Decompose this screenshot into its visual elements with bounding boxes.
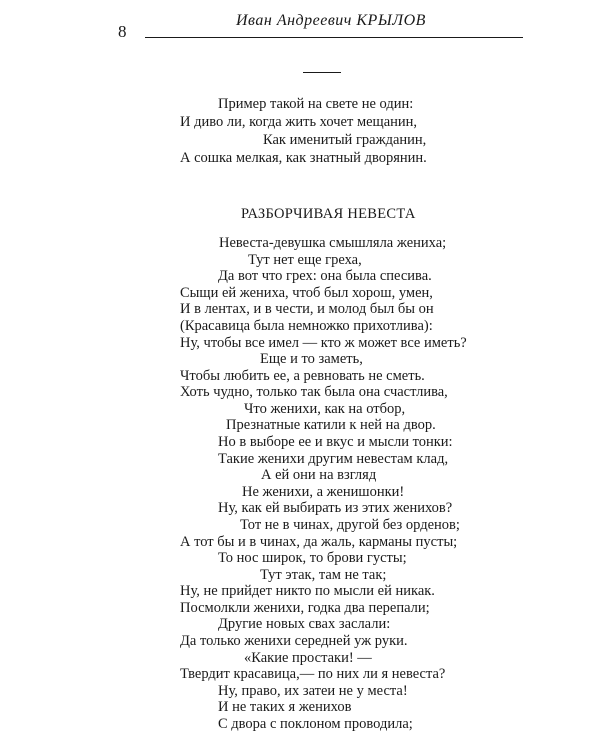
verse-line: А тот бы и в чинах, да жаль, карманы пусты; bbox=[180, 534, 458, 550]
verse-line: Такие женихи другим невестам клад, bbox=[218, 451, 449, 467]
verse-line: Презнатные катили к ней на двор. bbox=[226, 417, 436, 433]
verse-line: Тут нет еще греха, bbox=[248, 252, 362, 268]
verse-line: Что женихи, как на отбор, bbox=[244, 401, 406, 417]
running-head: Иван Андреевич КРЫЛОВ bbox=[236, 12, 426, 29]
verse-line: Да только женихи середней уж руки. bbox=[180, 633, 408, 649]
verse-line: Да вот что грех: она была спесива. bbox=[218, 268, 432, 284]
verse-line: И диво ли, когда жить хочет мещанин, bbox=[180, 114, 418, 130]
page-number: 8 bbox=[118, 22, 127, 41]
verse-line: Ну, чтобы все имел — кто ж может все иметь? bbox=[180, 335, 467, 351]
verse-line: Твердит красавица,— по них ли я невеста? bbox=[180, 666, 446, 682]
verse-line: А ей они на взгляд bbox=[261, 467, 377, 483]
verse-line: Другие новых свах заслали: bbox=[218, 616, 391, 632]
verse-line: Еще и то заметь, bbox=[260, 351, 363, 367]
header-rule bbox=[145, 37, 523, 38]
verse-line: (Красавица была немножко прихотлива): bbox=[180, 318, 433, 334]
verse-line: Не женихи, а женишонки! bbox=[242, 484, 405, 500]
verse-line: А сошка мелкая, как знатный дворянин. bbox=[180, 150, 427, 166]
verse-line: Тут этак, там не так; bbox=[260, 567, 387, 583]
verse-line: Сыщи ей жениха, чтоб был хорош, умен, bbox=[180, 285, 433, 301]
verse-line: Как именитый гражданин, bbox=[263, 132, 427, 148]
poem-title: РАЗБОРЧИВАЯ НЕВЕСТА bbox=[241, 206, 416, 222]
verse-line: С двора с поклоном проводила; bbox=[218, 716, 413, 732]
verse-line: Посмолкли женихи, годка два перепали; bbox=[180, 600, 430, 616]
verse-line: Ну, право, их затеи не у места! bbox=[218, 683, 408, 699]
verse-line: «Какие простаки! — bbox=[244, 650, 372, 666]
verse-line: Пример такой на свете не один: bbox=[218, 96, 414, 112]
verse-line: То нос широк, то брови густы; bbox=[218, 550, 407, 566]
verse-line: Невеста-девушка смышляла жениха; bbox=[219, 235, 447, 251]
verse-line: Хоть чудно, только так была она счастлива, bbox=[180, 384, 448, 400]
verse-line: Чтобы любить ее, а ревновать не сметь. bbox=[180, 368, 425, 384]
verse-line: Но в выборе ее и вкус и мысли тонки: bbox=[218, 434, 453, 450]
verse-line: И не таких я женихов bbox=[218, 699, 352, 715]
verse-line: Тот не в чинах, другой без орденов; bbox=[240, 517, 460, 533]
verse-line: Ну, как ей выбирать из этих женихов? bbox=[218, 500, 453, 516]
section-divider bbox=[303, 72, 341, 73]
verse-line: И в лентах, и в чести, и молод был бы он bbox=[180, 301, 434, 317]
verse-line: Ну, не прийдет никто по мысли ей никак. bbox=[180, 583, 435, 599]
